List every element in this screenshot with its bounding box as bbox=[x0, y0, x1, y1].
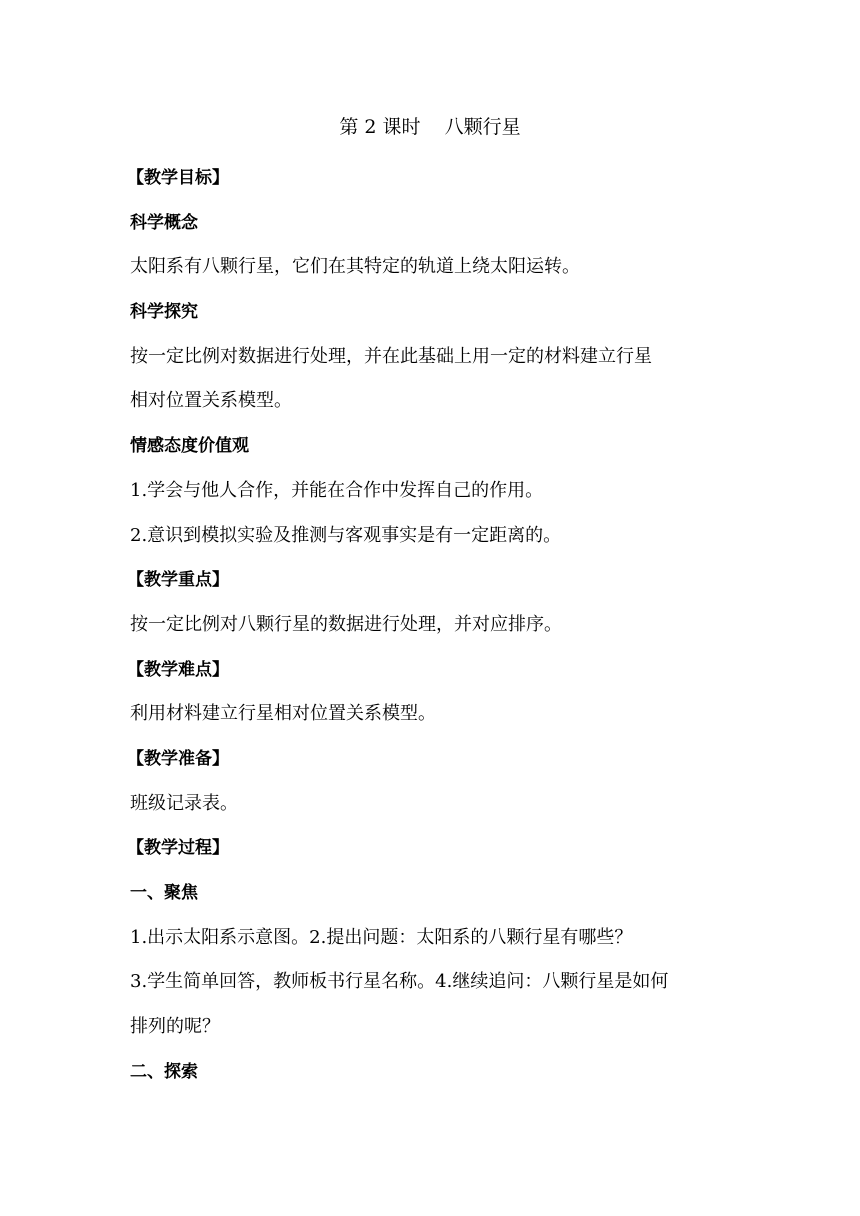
subheading-attitude-values: 情感态度价值观 bbox=[130, 436, 249, 457]
subheading-science-inquiry: 科学探究 bbox=[130, 302, 198, 323]
heading-teaching-process: 【教学过程】 bbox=[127, 838, 229, 859]
paragraph-inquiry-line-1: 按一定比例对数据进行处理，并在此基础上用一定的材料建立行星 bbox=[130, 345, 652, 367]
heading-teaching-difficulty: 【教学难点】 bbox=[127, 659, 229, 680]
lesson-title: 第 2 课时 八颗行星 bbox=[339, 116, 521, 138]
heading-teaching-preparation: 【教学准备】 bbox=[127, 748, 229, 769]
heading-teaching-goals: 【教学目标】 bbox=[127, 168, 229, 188]
list-item-attitude-1: 1.学会与他人合作，并能在合作中发挥自己的作用。 bbox=[130, 479, 544, 501]
paragraph-inquiry-line-2: 相对位置关系模型。 bbox=[130, 390, 292, 412]
paragraph-difficulty: 利用材料建立行星相对位置关系模型。 bbox=[130, 703, 436, 725]
document-body bbox=[127, 156, 740, 1094]
paragraph-process-line-2: 3.学生简单回答，教师板书行星名称。4.继续追问：八颗行星是如何 bbox=[130, 971, 669, 993]
paragraph-concept: 太阳系有八颗行星，它们在其特定的轨道上绕太阳运转。 bbox=[130, 256, 580, 278]
heading-teaching-focus: 【教学重点】 bbox=[127, 570, 229, 591]
section-explore: 二、探索 bbox=[130, 1061, 198, 1082]
subheading-science-concept: 科学概念 bbox=[130, 212, 198, 233]
paragraph-focus: 按一定比例对八颗行星的数据进行处理，并对应排序。 bbox=[130, 613, 562, 635]
section-focus: 一、聚焦 bbox=[130, 883, 198, 903]
paragraph-process-line-3: 排列的呢？ bbox=[130, 1016, 220, 1038]
paragraph-preparation: 班级记录表。 bbox=[130, 792, 238, 814]
paragraph-process-line-1: 1.出示太阳系示意图。2.提出问题：太阳系的八颗行星有哪些？ bbox=[130, 926, 633, 948]
list-item-attitude-2: 2.意识到模拟实验及推测与客观事实是有一定距离的。 bbox=[130, 524, 562, 546]
